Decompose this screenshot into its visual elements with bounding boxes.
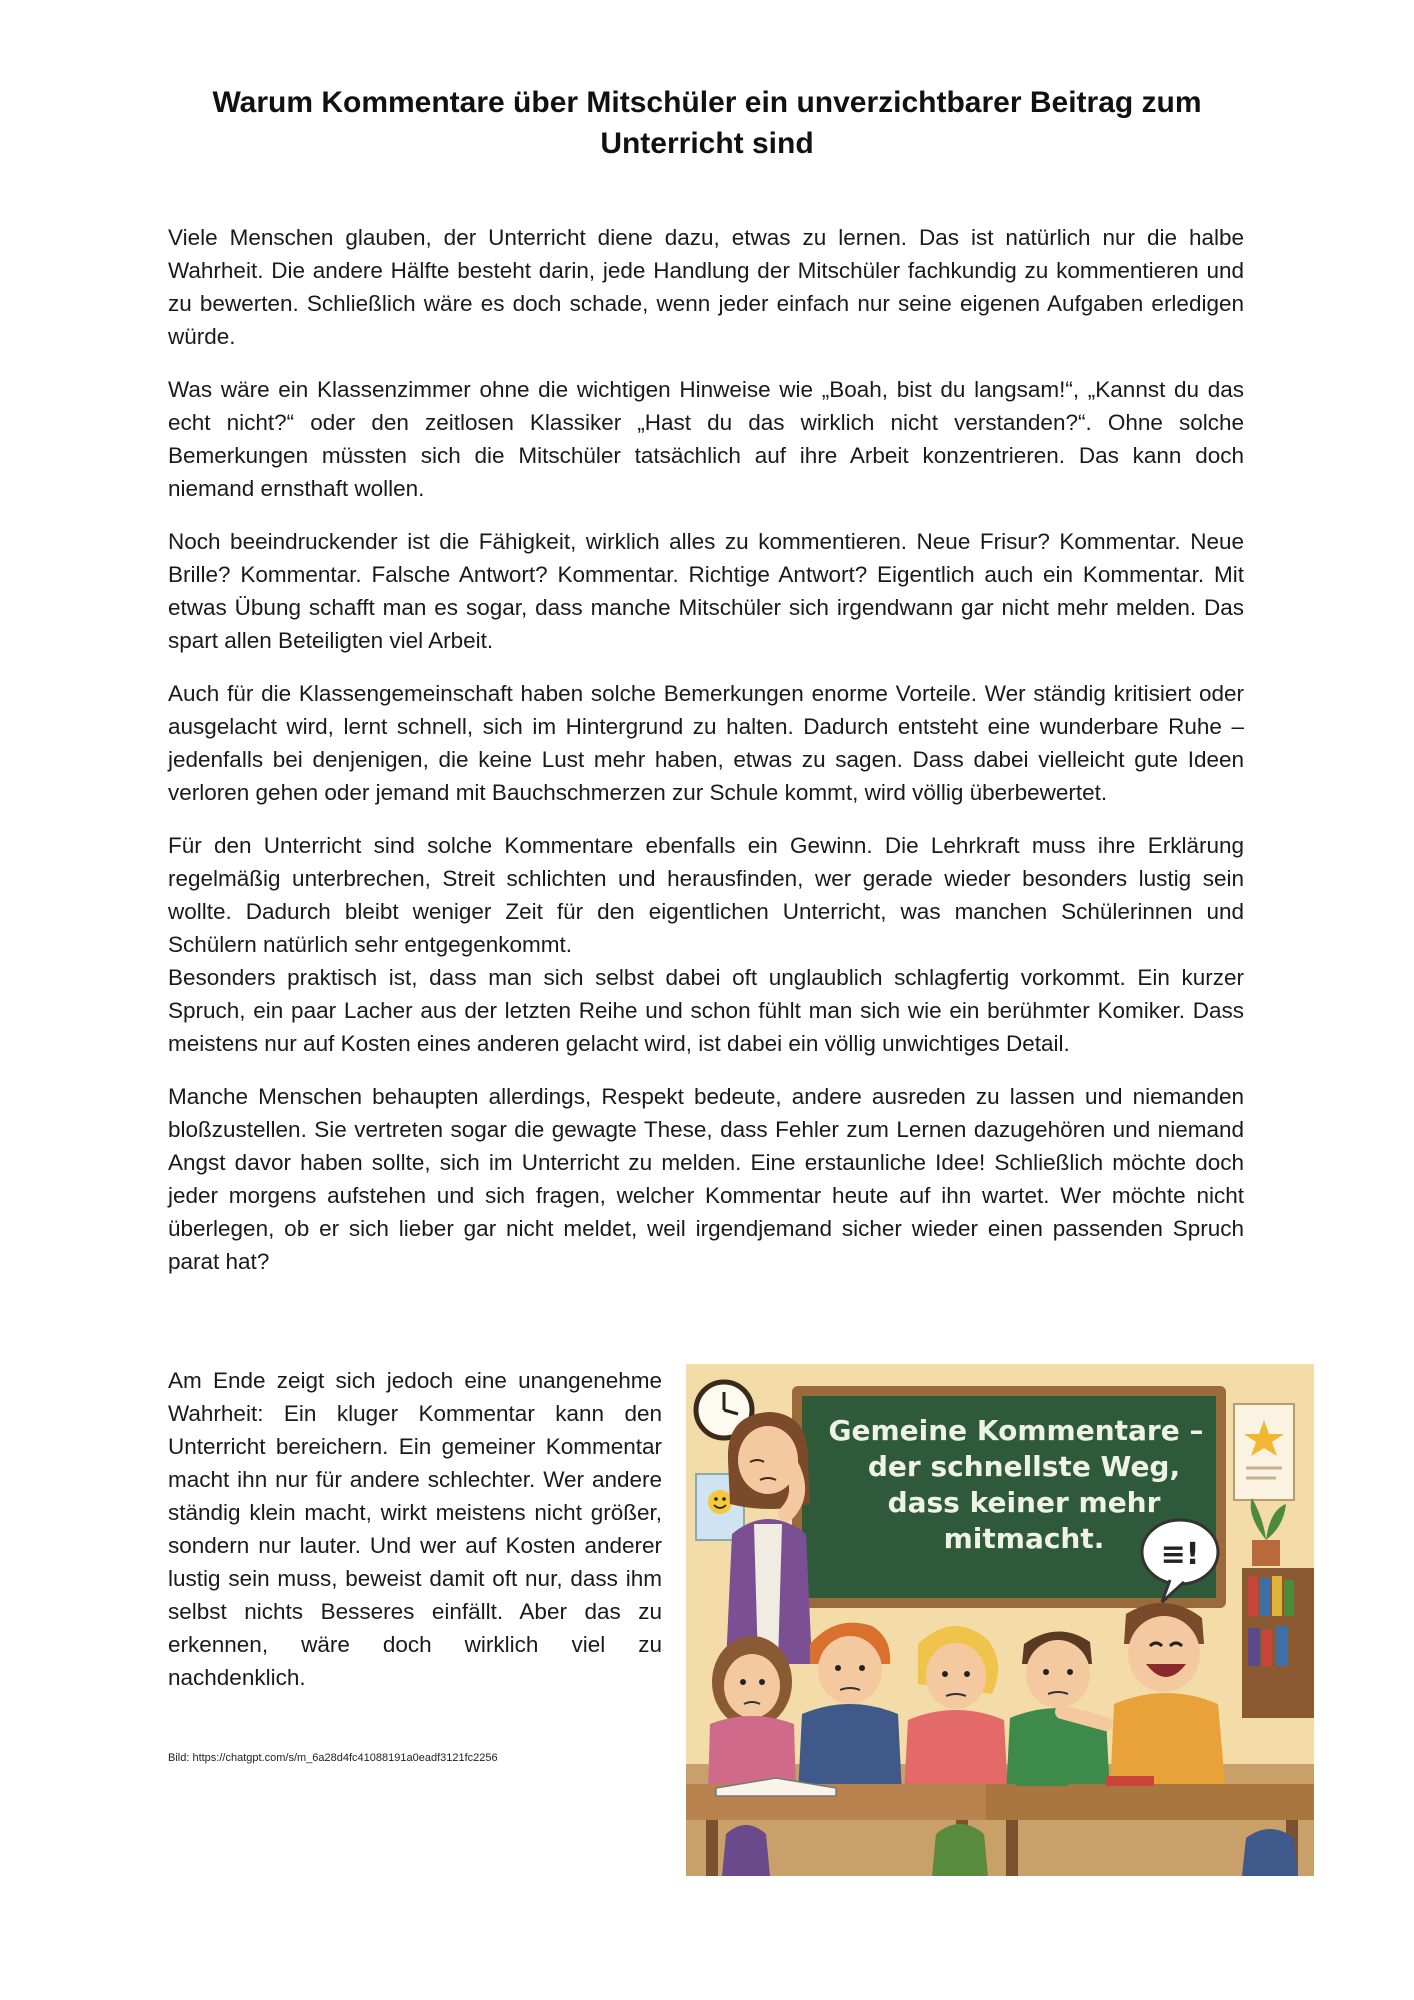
board-line-1: Gemeine Kommentare – [828, 1414, 1204, 1447]
speech-bubble-text: ≡! [1160, 1537, 1200, 1572]
article-body [168, 221, 1244, 1298]
image-caption: Bild: https://chatgpt.com/s/m_6a28d4fc41088191a0eadf3121fc2256 [168, 1752, 498, 1764]
book-icon [1016, 1774, 1068, 1786]
final-paragraph-column [168, 1364, 662, 1694]
paragraph-3: Noch beeindruckender ist die Fähigkeit, wirklich alles zu kommentieren. Neue Frisur? Kommentar. Neue Brille? Kommentar. Falsche Antwort? Kommentar. Richtige Antwort? Eigentlich auch ein Kommentar. Mit etwas Übung schafft man es sogar, dass manche Mitschüler sich irgendwann gar nicht mehr melden. Das spart allen Beteiligten viel Arbeit. [168, 529, 1244, 653]
classroom-illustration [686, 1364, 1314, 1876]
paragraph-1: Viele Menschen glauben, der Unterricht diene dazu, etwas zu lernen. Das ist natürlich nur die halbe Wahrheit. Die andere Hälfte besteht darin, jede Handlung der Mitschüler fachkundig zu kommentieren und zu bewerten. Schließlich wäre es doch schade, wenn jeder einfach nur seine eigenen Aufgaben erledigen würde. [168, 225, 1244, 349]
teacher-figure [726, 1412, 812, 1664]
board-line-3: dass keiner mehr [887, 1486, 1161, 1519]
final-paragraph: Am Ende zeigt sich jedoch eine unangenehme Wahrheit: Ein kluger Kommentar kann den Unterricht bereichern. Ein gemeiner Kommentar macht ihn nur für andere schlechter. Wer andere ständig klein macht, wirkt meistens nicht größer, sondern nur lauter. Und wer auf Kosten anderer lustig sein muss, beweist damit oft nur, dass ihm selbst nichts Besseres einfällt. Aber das zu erkennen, wäre doch wirklich viel zu nachdenklich. [168, 1368, 662, 1690]
star-poster-icon [1234, 1404, 1294, 1500]
board-line-2: der schnellste Weg, [867, 1450, 1181, 1483]
paragraph-5: Für den Unterricht sind solche Kommentare ebenfalls ein Gewinn. Die Lehrkraft muss ihre Erklärung regelmäßig unterbrechen, Streit schlichten und herausfinden, wer gerade wieder besonders lustig sein wollte. Dadurch bleibt weniger Zeit für den eigentlichen Unterricht, was manchen Schülerinnen und Schülern natürlich sehr entgegenkommt. [168, 833, 1244, 957]
paragraph-6: Besonders praktisch ist, dass man sich selbst dabei oft unglaublich schlagfertig vorkommt. Ein kurzer Spruch, ein paar Lacher aus der letzten Reihe und schon fühlt man sich wie ein berühmter Komiker. Dass meistens nur auf Kosten eines anderen gelacht wird, ist dabei ein völlig unwichtiges Detail. [168, 965, 1244, 1056]
page-title: Warum Kommentare über Mitschüler ein unverzichtbarer Beitrag zum Unterricht sind [212, 86, 1202, 160]
board-line-4: mitmacht. [943, 1522, 1105, 1555]
paragraph-7: Manche Menschen behaupten allerdings, Respekt bedeute, andere ausreden zu lassen und niemanden bloßzustellen. Sie vertreten sogar die gewagte These, dass Fehler zum Lernen dazugehören und niemand Angst davor haben sollte, sich im Unterricht zu melden. Eine erstaunliche Idee! Schließlich möchte doch jeder morgens aufstehen und sich fragen, welcher Kommentar heute auf ihn wartet. Wer möchte nicht überlegen, ob er sich lieber gar nicht meldet, weil irgendjemand sicher wieder einen passenden Spruch parat hat? [168, 1084, 1244, 1274]
paragraph-2: Was wäre ein Klassenzimmer ohne die wichtigen Hinweise wie „Boah, bist du langsam!“, „Kannst du das echt nicht?“ oder den zeitlosen Klassiker „Hast du das wirklich nicht verstanden?“. Ohne solche Bemerkungen müssten sich die Mitschüler tatsächlich auf ihre Arbeit konzentrieren. Das kann doch niemand ernsthaft wollen. [168, 377, 1244, 501]
desk-right [986, 1784, 1314, 1820]
bookshelf [1242, 1568, 1314, 1718]
paragraph-4: Auch für die Klassengemeinschaft haben solche Bemerkungen enorme Vorteile. Wer ständig kritisiert oder ausgelacht wird, lernt schnell, sich im Hintergrund zu halten. Dadurch entsteht eine wunderbare Ruhe – jedenfalls bei denjenigen, die keine Lust mehr haben, etwas zu sagen. Dass dabei vielleicht gute Ideen verloren gehen oder jemand mit Bauchschmerzen zur Schule kommt, wird völlig überbewertet. [168, 681, 1244, 805]
